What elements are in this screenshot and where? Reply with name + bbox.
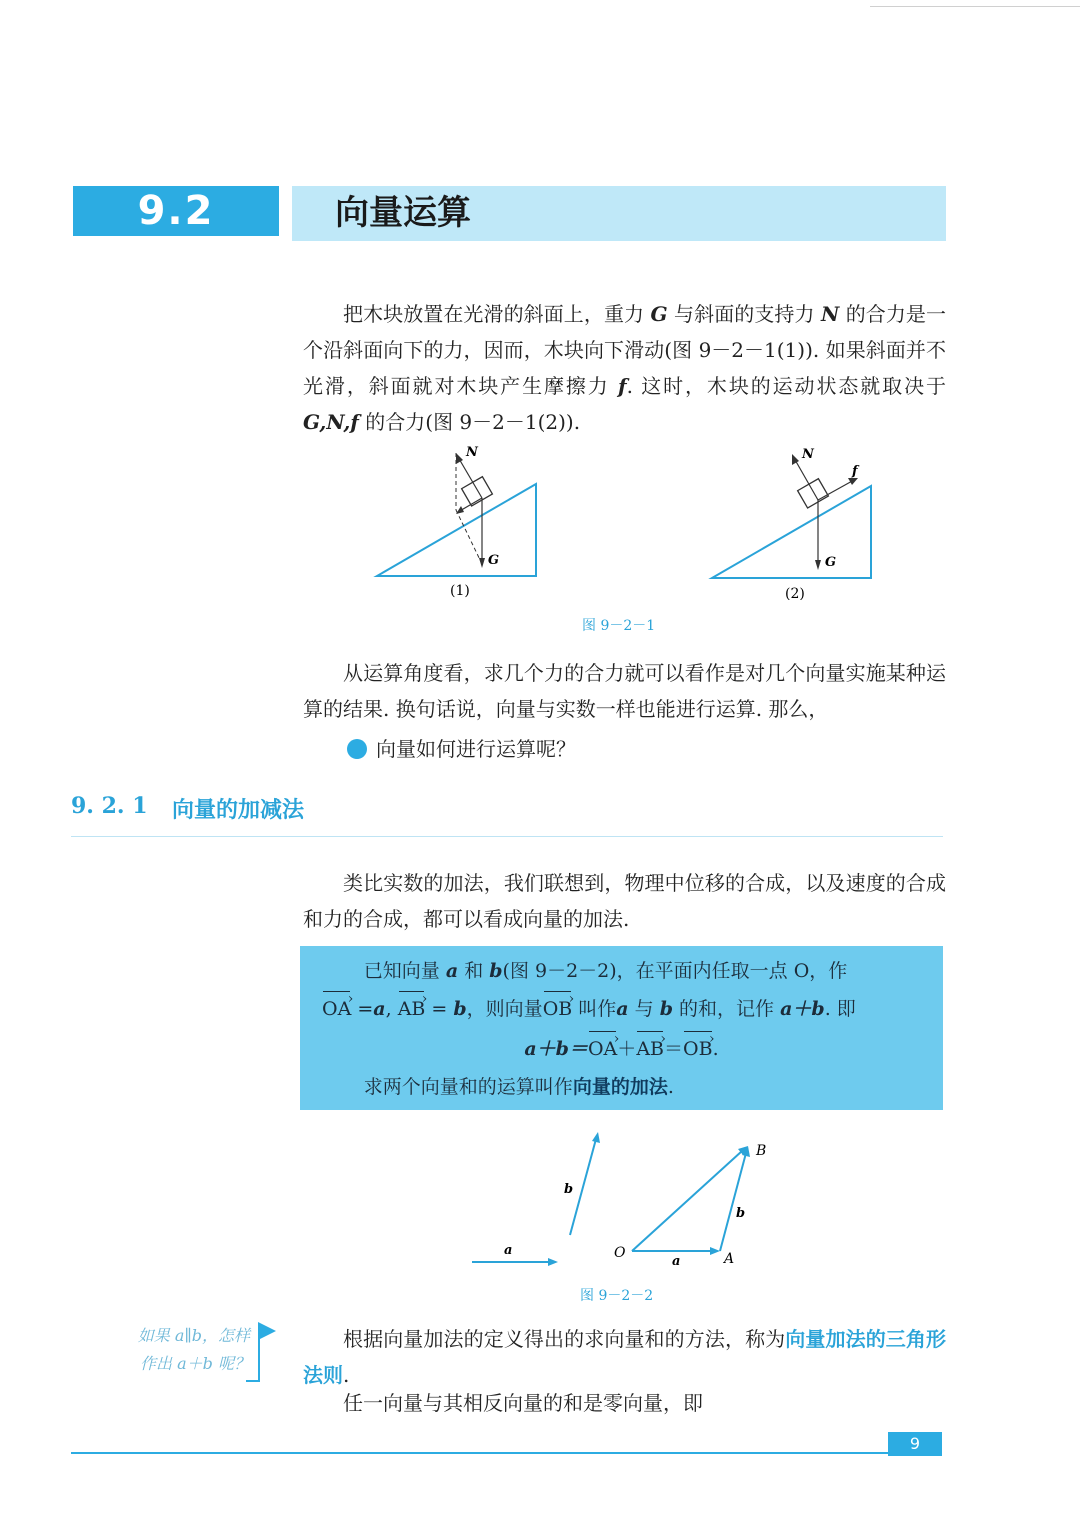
definition-formula: a＋b＝OA ›＋AB ›＝OB ›.	[300, 1030, 943, 1068]
page-number: 9	[909, 1434, 921, 1453]
label-a-2: a	[672, 1254, 681, 1269]
top-edge-line	[870, 6, 1080, 7]
section-title: 向量运算	[335, 193, 471, 233]
paragraph-operation: 从运算角度看，求几个力的合力就可以看作是对几个向量实施某种运算的结果. 换句话说，向量与实数一样也能进行运算. 那么，	[303, 661, 946, 721]
subsection-title: 向量的加减法	[172, 798, 305, 823]
question-bullet-icon	[347, 739, 367, 759]
label-N-1: N	[466, 445, 478, 460]
definition-line-2: OA › =a, AB › = b，则向量OB › 叫作a 与 b 的和，记作 a＋b. 即	[322, 990, 932, 1028]
flag-pole	[258, 1330, 260, 1380]
paragraph-triangle-rule: 根据向量加法的定义得出的求向量和的方法，称为向量加法的三角形法则.	[303, 1327, 947, 1387]
label-G-2: G	[825, 555, 837, 570]
side-note-line-2: 作出 a＋b 呢？	[140, 1354, 250, 1373]
label-A: A	[724, 1251, 735, 1267]
section-number: 9.2	[137, 188, 215, 234]
label-f-2: f	[852, 464, 858, 479]
subsection-rule	[71, 836, 943, 837]
side-note	[60, 1322, 250, 1378]
block-2	[798, 479, 829, 508]
footer-rule	[71, 1452, 888, 1454]
label-B: B	[756, 1143, 767, 1159]
intro-paragraph: 把木块放置在光滑的斜面上，重力 G 与斜面的支持力 N 的合力是一个沿斜面向下的力，因而，木块向下滑动(图 9－2－1(1)). 如果斜面并不光滑，斜面就对木块产生摩擦力 f. 这时，木块的运动状态就取决于 G,N,f 的合力(图 9－2－1(2)).	[303, 302, 947, 434]
label-N-2: N	[802, 447, 814, 462]
vector-OB	[632, 1151, 742, 1251]
label-G-1: G	[488, 553, 500, 568]
label-O: O	[614, 1245, 626, 1261]
label-a: a	[504, 1243, 513, 1258]
label-b: b	[564, 1182, 574, 1197]
incline-2	[712, 486, 871, 578]
figure-1-caption: 图 9－2－1	[582, 618, 656, 634]
vector-b	[570, 1139, 596, 1235]
subsection-number: 9. 2. 1	[71, 793, 148, 819]
paragraph-zero-vector: 任一向量与其相反向量的和是零向量，即	[343, 1391, 703, 1415]
figure-9-2-2	[462, 1125, 782, 1275]
side-note-line-1: 如果 a∥b，怎样	[137, 1326, 250, 1345]
question-text: 向量如何进行运算呢？	[376, 737, 576, 761]
figure-9-2-1	[360, 440, 920, 600]
figure-2-caption: 图 9－2－2	[580, 1288, 654, 1304]
paragraph-analogy: 类比实数的加法，我们联想到，物理中位移的合成，以及速度的合成和力的合成，都可以看成向量的加法.	[303, 871, 946, 931]
flag-base	[246, 1380, 260, 1382]
sub-caption-1: (1)	[450, 583, 470, 599]
sub-caption-2: (2)	[785, 586, 805, 600]
label-b-2: b	[736, 1206, 746, 1221]
definition-line-1: 已知向量 a 和 b(图 9－2－2)，在平面内任取一点 O，作	[363, 960, 848, 982]
definition-line-4: 求两个向量和的运算叫作向量的加法.	[363, 1076, 674, 1098]
